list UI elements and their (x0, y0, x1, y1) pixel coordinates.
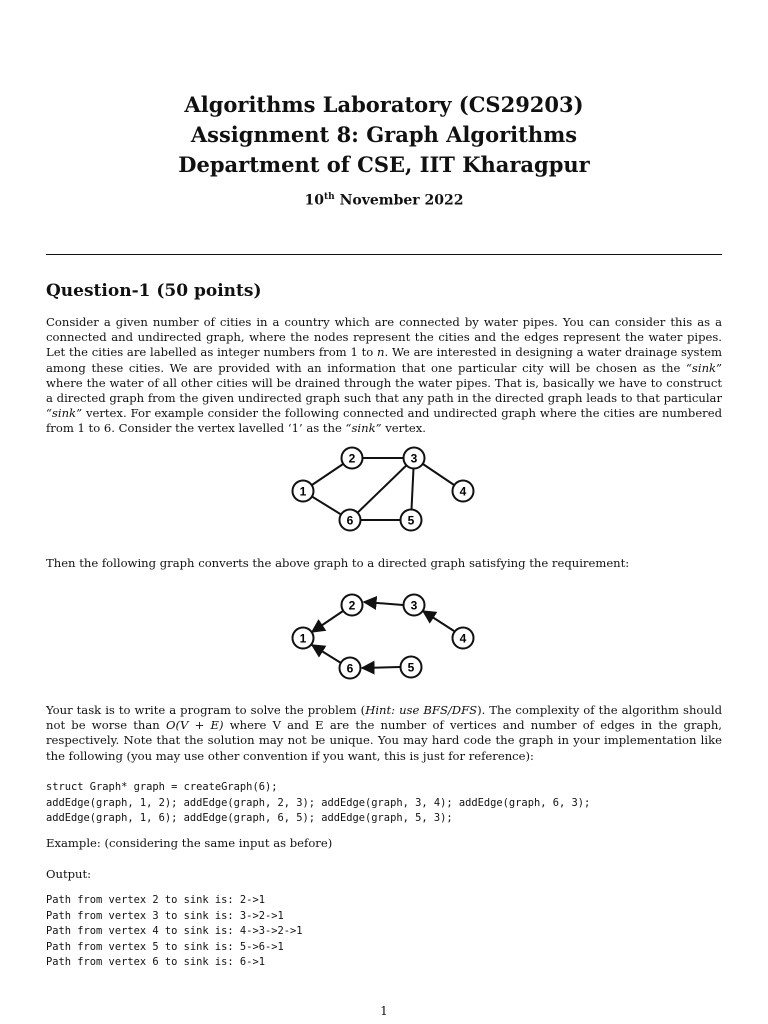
graph-node (453, 628, 474, 649)
title-assignment: Assignment 8: Graph Algorithms (190, 122, 578, 147)
title-course: Algorithms Laboratory (CS29203) (184, 92, 584, 117)
svg-text:3: 3 (410, 451, 418, 466)
svg-text:5: 5 (407, 513, 415, 528)
problem-description: Consider a given number of cities in a country which are connected by water pipes. You can consider this as a connected and undirected graph, where the nodes represent the cities and the edges represent the water pipes. Let the cities are labelled as integer numbers from 1 to n. We are interested in designing a water drainage system among these cities. We are provided with an information that one particular city will be chosen as the “sink” where the water of all other cities will be drained through the water pipes. That is, basically we have to construct a directed graph from the given undirected graph such that any path in the directed graph leads to that particular “sink” vertex. For example consider the following connected and undirected graph where the cities are numbered from 1 to 6. Consider the vertex lavelled ‘1’ as the “sink” vertex. (46, 315, 722, 436)
output-block: Path from vertex 2 to sink is: 2->1 Path from vertex 3 to sink is: 3->2->1 Path from vertex 4 to sink is: 4->3->2->1 Path from vertex 5 to sink is: 5->6->1 Path from vertex 6 to sink is: 6->1 (46, 894, 303, 968)
graph-node (342, 595, 363, 616)
svg-text:4: 4 (459, 631, 467, 646)
title-department: Department of CSE, IIT Kharagpur (178, 152, 590, 177)
date-month-year: November 2022 (334, 192, 464, 209)
horizontal-rule (46, 254, 722, 255)
graph-arrow (362, 667, 400, 668)
undirected-graph (280, 445, 480, 545)
task-description: Your task is to write a program to solve the problem (Hint: use BFS/DFS). The complexity of the algorithm should not be worse than O(V + E) where V and E are the number of vertices and number of edges in the graph, respectively. Note that the solution may not be unique. You may hard code the graph in your implementation like the following (you may use other convention if you want, this is just for reference): (46, 703, 723, 763)
graph-arrow (364, 602, 403, 605)
graph-node (404, 595, 425, 616)
graph-arrow (423, 611, 454, 631)
document-date (0, 192, 768, 209)
graph-node (401, 657, 422, 678)
code-snippet: struct Graph* graph = createGraph(6); addEdge(graph, 1, 2); addEdge(graph, 2, 3); addEdge(graph, 3, 4); addEdge(graph, 6, 3); addEdge(graph, 1, 6); addEdge(graph, 6, 5); addEdge(graph, 5, 3); (46, 781, 591, 824)
svg-text:4: 4 (459, 484, 467, 499)
graph-node (293, 628, 314, 649)
directed-graph (280, 592, 480, 692)
graph-arrow (312, 611, 343, 632)
svg-text:2: 2 (348, 598, 356, 613)
output-label: Output: (46, 867, 92, 881)
document-title (0, 90, 768, 180)
svg-text:6: 6 (346, 661, 354, 676)
transition-sentence: Then the following graph converts the above graph to a directed graph satisfying the requirement: (46, 556, 630, 570)
graph-node (340, 658, 361, 679)
svg-text:3: 3 (410, 598, 418, 613)
graph-arrow (312, 645, 341, 663)
graph-node (401, 510, 422, 531)
svg-text:2: 2 (348, 451, 356, 466)
question-heading: Question-1 (50 points) (46, 281, 262, 301)
svg-text:5: 5 (407, 660, 415, 675)
graph-node (340, 510, 361, 531)
graph-node (404, 448, 425, 469)
graph-node (342, 448, 363, 469)
page-number: 1 (380, 1004, 388, 1018)
svg-text:6: 6 (346, 513, 354, 528)
graph-node (453, 481, 474, 502)
date-suffix: th (324, 192, 335, 202)
graph-node (293, 481, 314, 502)
example-label: Example: (considering the same input as before) (46, 836, 333, 850)
date-day: 10 (304, 192, 324, 209)
svg-text:1: 1 (299, 631, 307, 646)
svg-text:1: 1 (299, 484, 307, 499)
